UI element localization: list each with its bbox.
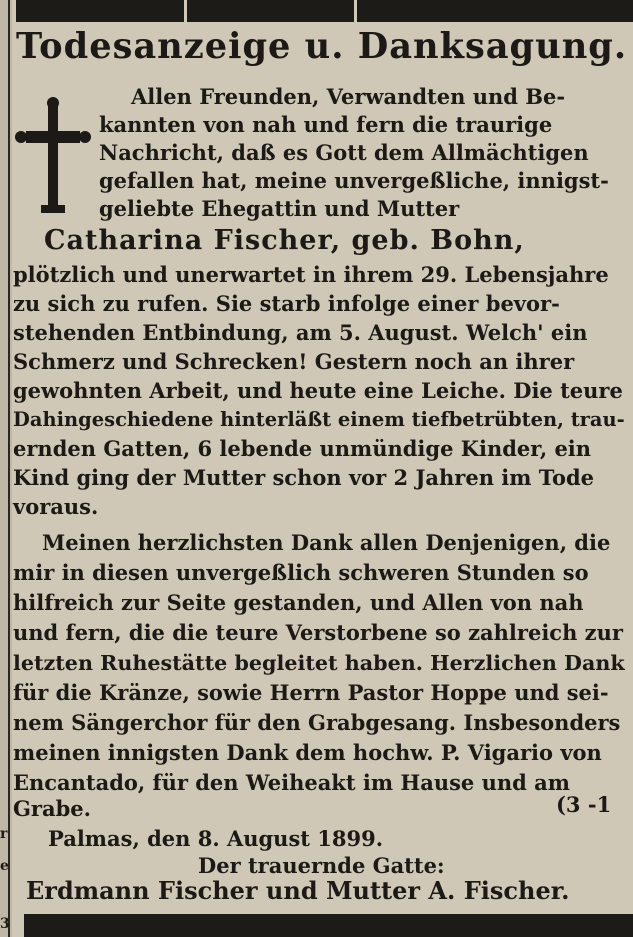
column-divider: [8, 0, 10, 937]
bottom-border-rule: [24, 914, 633, 937]
body-line: Dahingeschiedene hinterläßt einem tiefbetrübten, trau-: [13, 408, 625, 431]
signatories: Erdmann Fischer und Mutter A. Fischer.: [26, 876, 570, 905]
margin-fragment: e: [0, 858, 9, 874]
margin-fragment: r: [0, 826, 8, 842]
body-line: Schmerz und Schrecken! Gestern noch an ihrer: [13, 349, 575, 374]
body-line: gewohnten Arbeit, und heute eine Leiche. Die teure: [13, 378, 623, 403]
body-line: voraus.: [13, 494, 99, 519]
thanks-line: meinen innigsten Dank dem hochw. P. Vigario von: [13, 740, 602, 765]
ad-code: (3 -1: [556, 792, 612, 817]
rule-gap: [184, 0, 187, 22]
notice-title: Todesanzeige u. Danksagung.: [16, 26, 628, 67]
intro-line: Allen Freunden, Verwandten und Be-: [131, 84, 566, 109]
top-border-rule: [16, 0, 633, 22]
body-line: ernden Gatten, 6 lebende unmündige Kinder, ein: [13, 436, 592, 461]
thanks-line: und fern, die die teure Verstorbene so zahlreich zur: [13, 620, 623, 645]
intro-line: gefallen hat, meine unvergeßliche, innigst-: [99, 168, 609, 193]
thanks-line: nem Sängerchor für den Grabgesang. Insbesonders: [13, 710, 621, 735]
intro-line: Nachricht, daß es Gott dem Allmächtigen: [99, 140, 589, 165]
rule-gap: [354, 0, 357, 22]
place-date: Palmas, den 8. August 1899.: [48, 826, 384, 851]
body-line: Kind ging der Mutter schon vor 2 Jahren im Tode: [13, 465, 595, 490]
cross-icon: [15, 97, 91, 217]
thanks-line: Meinen herzlichsten Dank allen Denjenigen, die: [42, 530, 611, 555]
intro-line: geliebte Ehegattin und Mutter: [99, 196, 460, 221]
thanks-line: Encantado, für den Weiheakt im Hause und am: [13, 770, 570, 795]
body-line: stehenden Entbindung, am 5. August. Welch' ein: [13, 320, 588, 345]
body-line: zu sich zu rufen. Sie starb infolge einer bevor-: [13, 291, 560, 316]
margin-fragment: 3: [0, 916, 10, 932]
intro-line: kannten von nah und fern die traurige: [99, 112, 553, 137]
thanks-line: für die Kränze, sowie Herrn Pastor Hoppe und sei-: [13, 680, 609, 705]
thanks-line: mir in diesen unvergeßlich schweren Stunden so: [13, 560, 589, 585]
mourner-label: Der trauernde Gatte:: [198, 853, 445, 878]
thanks-line: Grabe.: [13, 796, 91, 821]
thanks-line: hilfreich zur Seite gestanden, und Allen von nah: [13, 590, 584, 615]
body-line: plötzlich und unerwartet in ihrem 29. Lebensjahre: [13, 262, 609, 287]
previous-column-edge: [0, 0, 12, 937]
thanks-line: letzten Ruhestätte begleitet haben. Herzlichen Dank: [13, 651, 625, 675]
deceased-name: Catharina Fischer, geb. Bohn,: [44, 225, 525, 256]
